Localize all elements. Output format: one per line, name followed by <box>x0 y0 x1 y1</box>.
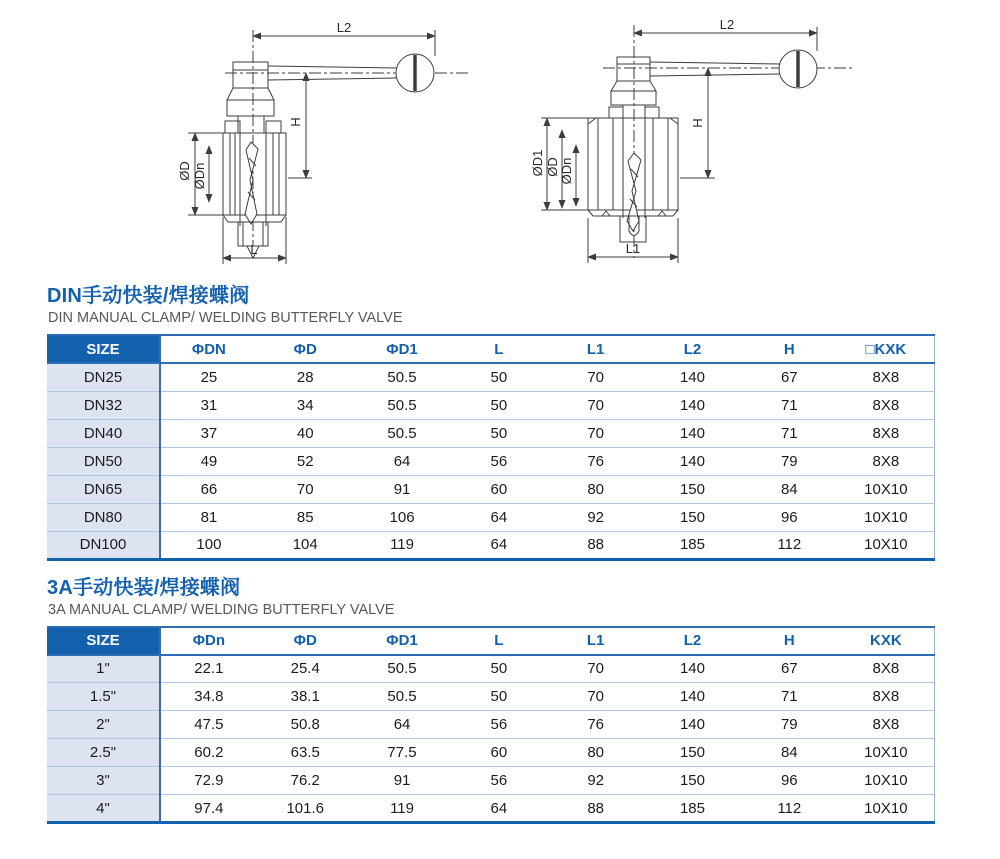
din-spec-table <box>47 334 935 561</box>
value-cell: 50 <box>450 419 547 447</box>
col-header-l2: L2 <box>644 627 741 655</box>
table-row <box>47 391 935 419</box>
col-header-l1: L1 <box>547 627 644 655</box>
value-cell: 66 <box>160 475 257 503</box>
value-cell: 37 <box>160 419 257 447</box>
value-cell: 50.5 <box>354 363 451 391</box>
col-header-kxk: □KXK <box>838 335 935 363</box>
value-cell: 64 <box>450 531 547 559</box>
value-cell: 22.1 <box>160 655 257 683</box>
value-cell: 70 <box>547 683 644 711</box>
col-header-d: ΦD <box>257 627 354 655</box>
col-header-dn: ΦDn <box>160 627 257 655</box>
dim-label-d: ØD <box>177 161 192 181</box>
size-cell: 2" <box>47 711 160 739</box>
value-cell: 106 <box>354 503 451 531</box>
col-header-d1: ΦD1 <box>354 627 451 655</box>
col-header-size: SIZE <box>47 335 160 363</box>
size-cell: DN65 <box>47 475 160 503</box>
value-cell: 49 <box>160 447 257 475</box>
dim-label-dn: ØDn <box>192 162 207 190</box>
value-cell: 81 <box>160 503 257 531</box>
value-cell: 140 <box>644 391 741 419</box>
col-header-l: L <box>450 627 547 655</box>
value-cell: 96 <box>741 767 838 795</box>
value-cell: 47.5 <box>160 711 257 739</box>
threea-spec-table <box>47 626 935 825</box>
value-cell: 8X8 <box>838 683 935 711</box>
size-cell: 4" <box>47 795 160 823</box>
value-cell: 56 <box>450 447 547 475</box>
value-cell: 140 <box>644 447 741 475</box>
value-cell: 8X8 <box>838 419 935 447</box>
table-row <box>47 531 935 559</box>
col-header-d1: ΦD1 <box>354 335 451 363</box>
table-row <box>47 795 935 823</box>
value-cell: 52 <box>257 447 354 475</box>
value-cell: 28 <box>257 363 354 391</box>
threea-table-body <box>47 655 935 823</box>
value-cell: 100 <box>160 531 257 559</box>
value-cell: 88 <box>547 531 644 559</box>
value-cell: 8X8 <box>838 711 935 739</box>
value-cell: 50.5 <box>354 419 451 447</box>
value-cell: 150 <box>644 475 741 503</box>
value-cell: 79 <box>741 711 838 739</box>
value-cell: 70 <box>547 655 644 683</box>
dim-label-d: ØD <box>545 157 560 177</box>
value-cell: 140 <box>644 363 741 391</box>
size-cell: DN50 <box>47 447 160 475</box>
value-cell: 91 <box>354 767 451 795</box>
value-cell: 119 <box>354 795 451 823</box>
value-cell: 112 <box>741 531 838 559</box>
value-cell: 77.5 <box>354 739 451 767</box>
table-row <box>47 475 935 503</box>
dim-label-l2: L2 <box>719 17 735 32</box>
value-cell: 104 <box>257 531 354 559</box>
size-cell: DN80 <box>47 503 160 531</box>
value-cell: 56 <box>450 767 547 795</box>
value-cell: 10X10 <box>838 739 935 767</box>
col-header-l: L <box>450 335 547 363</box>
value-cell: 8X8 <box>838 447 935 475</box>
value-cell: 97.4 <box>160 795 257 823</box>
handle-hub <box>233 62 268 88</box>
value-cell: 34 <box>257 391 354 419</box>
value-cell: 8X8 <box>838 363 935 391</box>
value-cell: 10X10 <box>838 503 935 531</box>
technical-drawing-clamp-valve <box>503 3 895 275</box>
value-cell: 140 <box>644 419 741 447</box>
header-row <box>47 627 935 655</box>
value-cell: 80 <box>547 739 644 767</box>
value-cell: 150 <box>644 767 741 795</box>
value-cell: 150 <box>644 739 741 767</box>
value-cell: 76 <box>547 447 644 475</box>
value-cell: 64 <box>450 795 547 823</box>
value-cell: 40 <box>257 419 354 447</box>
value-cell: 84 <box>741 475 838 503</box>
value-cell: 10X10 <box>838 795 935 823</box>
din-section <box>47 284 935 561</box>
threea-section-subtitle: 3A MANUAL CLAMP/ WELDING BUTTERFLY VALVE <box>48 601 395 618</box>
value-cell: 88 <box>547 795 644 823</box>
size-cell: 3" <box>47 767 160 795</box>
value-cell: 71 <box>741 391 838 419</box>
table-row <box>47 447 935 475</box>
col-header-dn: ΦDN <box>160 335 257 363</box>
value-cell: 50 <box>450 655 547 683</box>
value-cell: 10X10 <box>838 531 935 559</box>
value-cell: 8X8 <box>838 391 935 419</box>
value-cell: 70 <box>547 363 644 391</box>
value-cell: 60.2 <box>160 739 257 767</box>
table-row <box>47 363 935 391</box>
value-cell: 31 <box>160 391 257 419</box>
value-cell: 50 <box>450 363 547 391</box>
value-cell: 76 <box>547 711 644 739</box>
value-cell: 50 <box>450 391 547 419</box>
dim-label-h: H <box>288 117 303 127</box>
value-cell: 64 <box>354 447 451 475</box>
handle-ball <box>779 50 817 88</box>
value-cell: 92 <box>547 503 644 531</box>
value-cell: 56 <box>450 711 547 739</box>
value-cell: 10X10 <box>838 475 935 503</box>
value-cell: 60 <box>450 475 547 503</box>
handle-ball <box>396 54 434 92</box>
value-cell: 85 <box>257 503 354 531</box>
dim-label-l2: L2 <box>336 20 352 35</box>
value-cell: 80 <box>547 475 644 503</box>
technical-drawing-weld-valve <box>130 8 482 276</box>
value-cell: 50.8 <box>257 711 354 739</box>
table-row <box>47 683 935 711</box>
din-table-body <box>47 363 935 559</box>
dim-label-l: L <box>250 242 258 257</box>
size-cell: 2.5" <box>47 739 160 767</box>
value-cell: 185 <box>644 531 741 559</box>
value-cell: 71 <box>741 419 838 447</box>
value-cell: 10X10 <box>838 767 935 795</box>
value-cell: 60 <box>450 739 547 767</box>
value-cell: 71 <box>741 683 838 711</box>
value-cell: 8X8 <box>838 655 935 683</box>
value-cell: 50 <box>450 683 547 711</box>
value-cell: 79 <box>741 447 838 475</box>
value-cell: 140 <box>644 655 741 683</box>
value-cell: 67 <box>741 655 838 683</box>
table-row <box>47 503 935 531</box>
value-cell: 76.2 <box>257 767 354 795</box>
dim-label-dn: ØDn <box>559 157 574 185</box>
size-cell: 1.5" <box>47 683 160 711</box>
header-row <box>47 335 935 363</box>
dim-label-l1: L1 <box>625 241 641 256</box>
value-cell: 70 <box>547 419 644 447</box>
value-cell: 140 <box>644 683 741 711</box>
din-section-title: DIN手动快装/焊接蝶阀 <box>47 285 250 307</box>
col-header-size: SIZE <box>47 627 160 655</box>
threea-section-title: 3A手动快装/焊接蝶阀 <box>47 576 241 599</box>
dim-label-d1: ØD1 <box>530 149 545 177</box>
value-cell: 63.5 <box>257 739 354 767</box>
col-header-l1: L1 <box>547 335 644 363</box>
threea-section <box>47 576 935 825</box>
value-cell: 101.6 <box>257 795 354 823</box>
value-cell: 50.5 <box>354 391 451 419</box>
value-cell: 96 <box>741 503 838 531</box>
value-cell: 50.5 <box>354 683 451 711</box>
col-header-h: H <box>741 627 838 655</box>
value-cell: 38.1 <box>257 683 354 711</box>
value-cell: 64 <box>450 503 547 531</box>
table-row <box>47 655 935 683</box>
table-row <box>47 739 935 767</box>
col-header-kxk: KXK <box>838 627 935 655</box>
value-cell: 140 <box>644 711 741 739</box>
value-cell: 91 <box>354 475 451 503</box>
value-cell: 50.5 <box>354 655 451 683</box>
size-cell: DN40 <box>47 419 160 447</box>
table-row <box>47 711 935 739</box>
value-cell: 70 <box>257 475 354 503</box>
din-section-subtitle: DIN MANUAL CLAMP/ WELDING BUTTERFLY VALVE <box>48 310 403 326</box>
value-cell: 150 <box>644 503 741 531</box>
dim-label-h: H <box>690 118 705 128</box>
size-cell: 1" <box>47 655 160 683</box>
handle-bar <box>650 62 780 76</box>
col-header-l2: L2 <box>644 335 741 363</box>
col-header-h: H <box>741 335 838 363</box>
size-cell: DN25 <box>47 363 160 391</box>
size-cell: DN32 <box>47 391 160 419</box>
table-row <box>47 767 935 795</box>
value-cell: 112 <box>741 795 838 823</box>
content <box>47 284 935 824</box>
value-cell: 72.9 <box>160 767 257 795</box>
value-cell: 70 <box>547 391 644 419</box>
value-cell: 64 <box>354 711 451 739</box>
value-cell: 119 <box>354 531 451 559</box>
value-cell: 67 <box>741 363 838 391</box>
butterfly-disc <box>245 142 258 224</box>
table-row <box>47 419 935 447</box>
col-header-d: ΦD <box>257 335 354 363</box>
size-cell: DN100 <box>47 531 160 559</box>
value-cell: 25.4 <box>257 655 354 683</box>
value-cell: 84 <box>741 739 838 767</box>
value-cell: 92 <box>547 767 644 795</box>
value-cell: 34.8 <box>160 683 257 711</box>
value-cell: 185 <box>644 795 741 823</box>
value-cell: 25 <box>160 363 257 391</box>
